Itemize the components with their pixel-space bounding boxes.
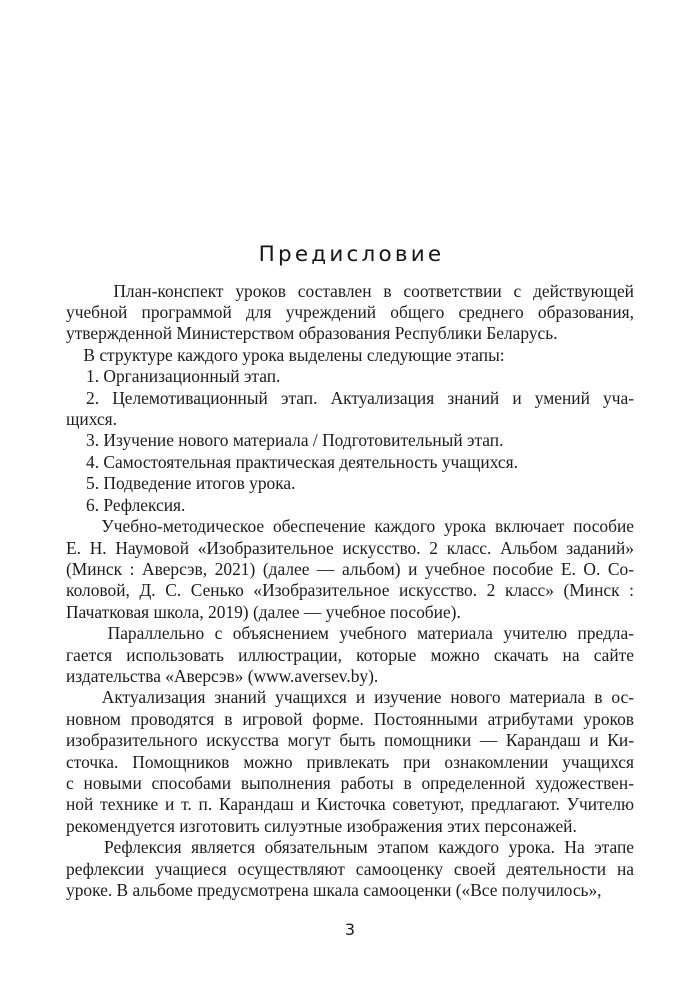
body-text — [66, 281, 634, 902]
stage-item-5 — [66, 473, 634, 494]
teaching-materials-paragraph — [66, 516, 634, 623]
list-item-line: 4. Самостоятельная практическая деятельность учащихся. — [86, 451, 518, 472]
stages-lead-in — [66, 345, 634, 366]
text-line: издательства «Аверсэв» (www.aversev.by). — [66, 665, 379, 686]
list-item-line: щихся. — [66, 409, 117, 430]
stage-item-3 — [66, 430, 634, 451]
text-line: ной технике и т. п. Карандаш и Кисточка советуют, предлагают. Учителю — [66, 794, 634, 815]
page-number: 3 — [344, 920, 356, 939]
text-line: (Минск : Аверсэв, 2021) (далее — альбом) и учебное пособие Е. О. Со- — [66, 558, 634, 579]
list-item-line: 2. Целемотивационный этап. Актуализация знаний и умений уча- — [86, 387, 634, 408]
text-line: учебной программой для учреждений общего среднего образования, — [66, 302, 634, 323]
text-line: сточка. Помощников можно привлекать при ознакомлении учащихся — [66, 751, 634, 772]
text-line: изобразительного искусства могут быть помощники — Карандаш и Ки- — [66, 730, 634, 751]
list-item-line: 1. Организационный этап. — [86, 366, 281, 387]
text-line: новном проводятся в игровой форме. Постоянными атрибутами уроков — [66, 708, 634, 729]
page-content — [66, 243, 634, 901]
text-line: Е. Н. Наумовой «Изобразительное искусство. 2 класс. Альбом заданий» — [66, 537, 634, 558]
list-item-line: 6. Рефлексия. — [86, 494, 186, 515]
text-line: В структуре каждого урока выделены следующие этапы: — [66, 344, 505, 365]
text-line: Рефлексия является обязательным этапом каждого урока. На этапе — [66, 837, 634, 858]
reflection-paragraph — [66, 837, 634, 901]
text-line: уроке. В альбоме предусмотрена шкала самооценки («Все получилось», — [66, 880, 602, 901]
text-line: План-конспект уроков составлен в соответствии с действующей — [66, 280, 634, 301]
stage-item-6 — [66, 495, 634, 516]
list-item-line: 3. Изучение нового материала / Подготовительный этап. — [86, 430, 504, 451]
text-line: Пачатковая школа, 2019) (далее — учебное пособие). — [66, 601, 461, 622]
text-line: рекомендуется изготовить силуэтные изображения этих персонажей. — [66, 815, 577, 836]
stage-item-4 — [66, 452, 634, 473]
intro-paragraph — [66, 281, 634, 345]
text-line: Актуализация знаний учащихся и изучение нового материала в ос- — [66, 687, 634, 708]
stage-item-2 — [66, 388, 634, 431]
text-line: гается использовать иллюстрации, которые можно скачать на сайте — [66, 644, 634, 665]
page-title: Предисловие — [258, 242, 445, 267]
list-item-line: 5. Подведение итогов урока. — [86, 473, 296, 494]
text-line: утвержденной Министерством образования Республики Беларусь. — [66, 323, 558, 344]
text-line: с новыми способами выполнения работы в определенной художествен- — [66, 772, 634, 793]
text-line: коловой, Д. С. Сенько «Изобразительное искусство. 2 класс» (Минск : — [66, 580, 634, 601]
game-form-paragraph — [66, 687, 634, 837]
text-line: рефлексии учащиеся осуществляют самооценку своей деятельности на — [66, 858, 634, 879]
text-line: Параллельно с объяснением учебного материала учителю предла- — [66, 623, 634, 644]
stage-item-1 — [66, 366, 634, 387]
illustrations-paragraph — [66, 623, 634, 687]
text-line: Учебно-методическое обеспечение каждого урока включает пособие — [66, 516, 634, 537]
